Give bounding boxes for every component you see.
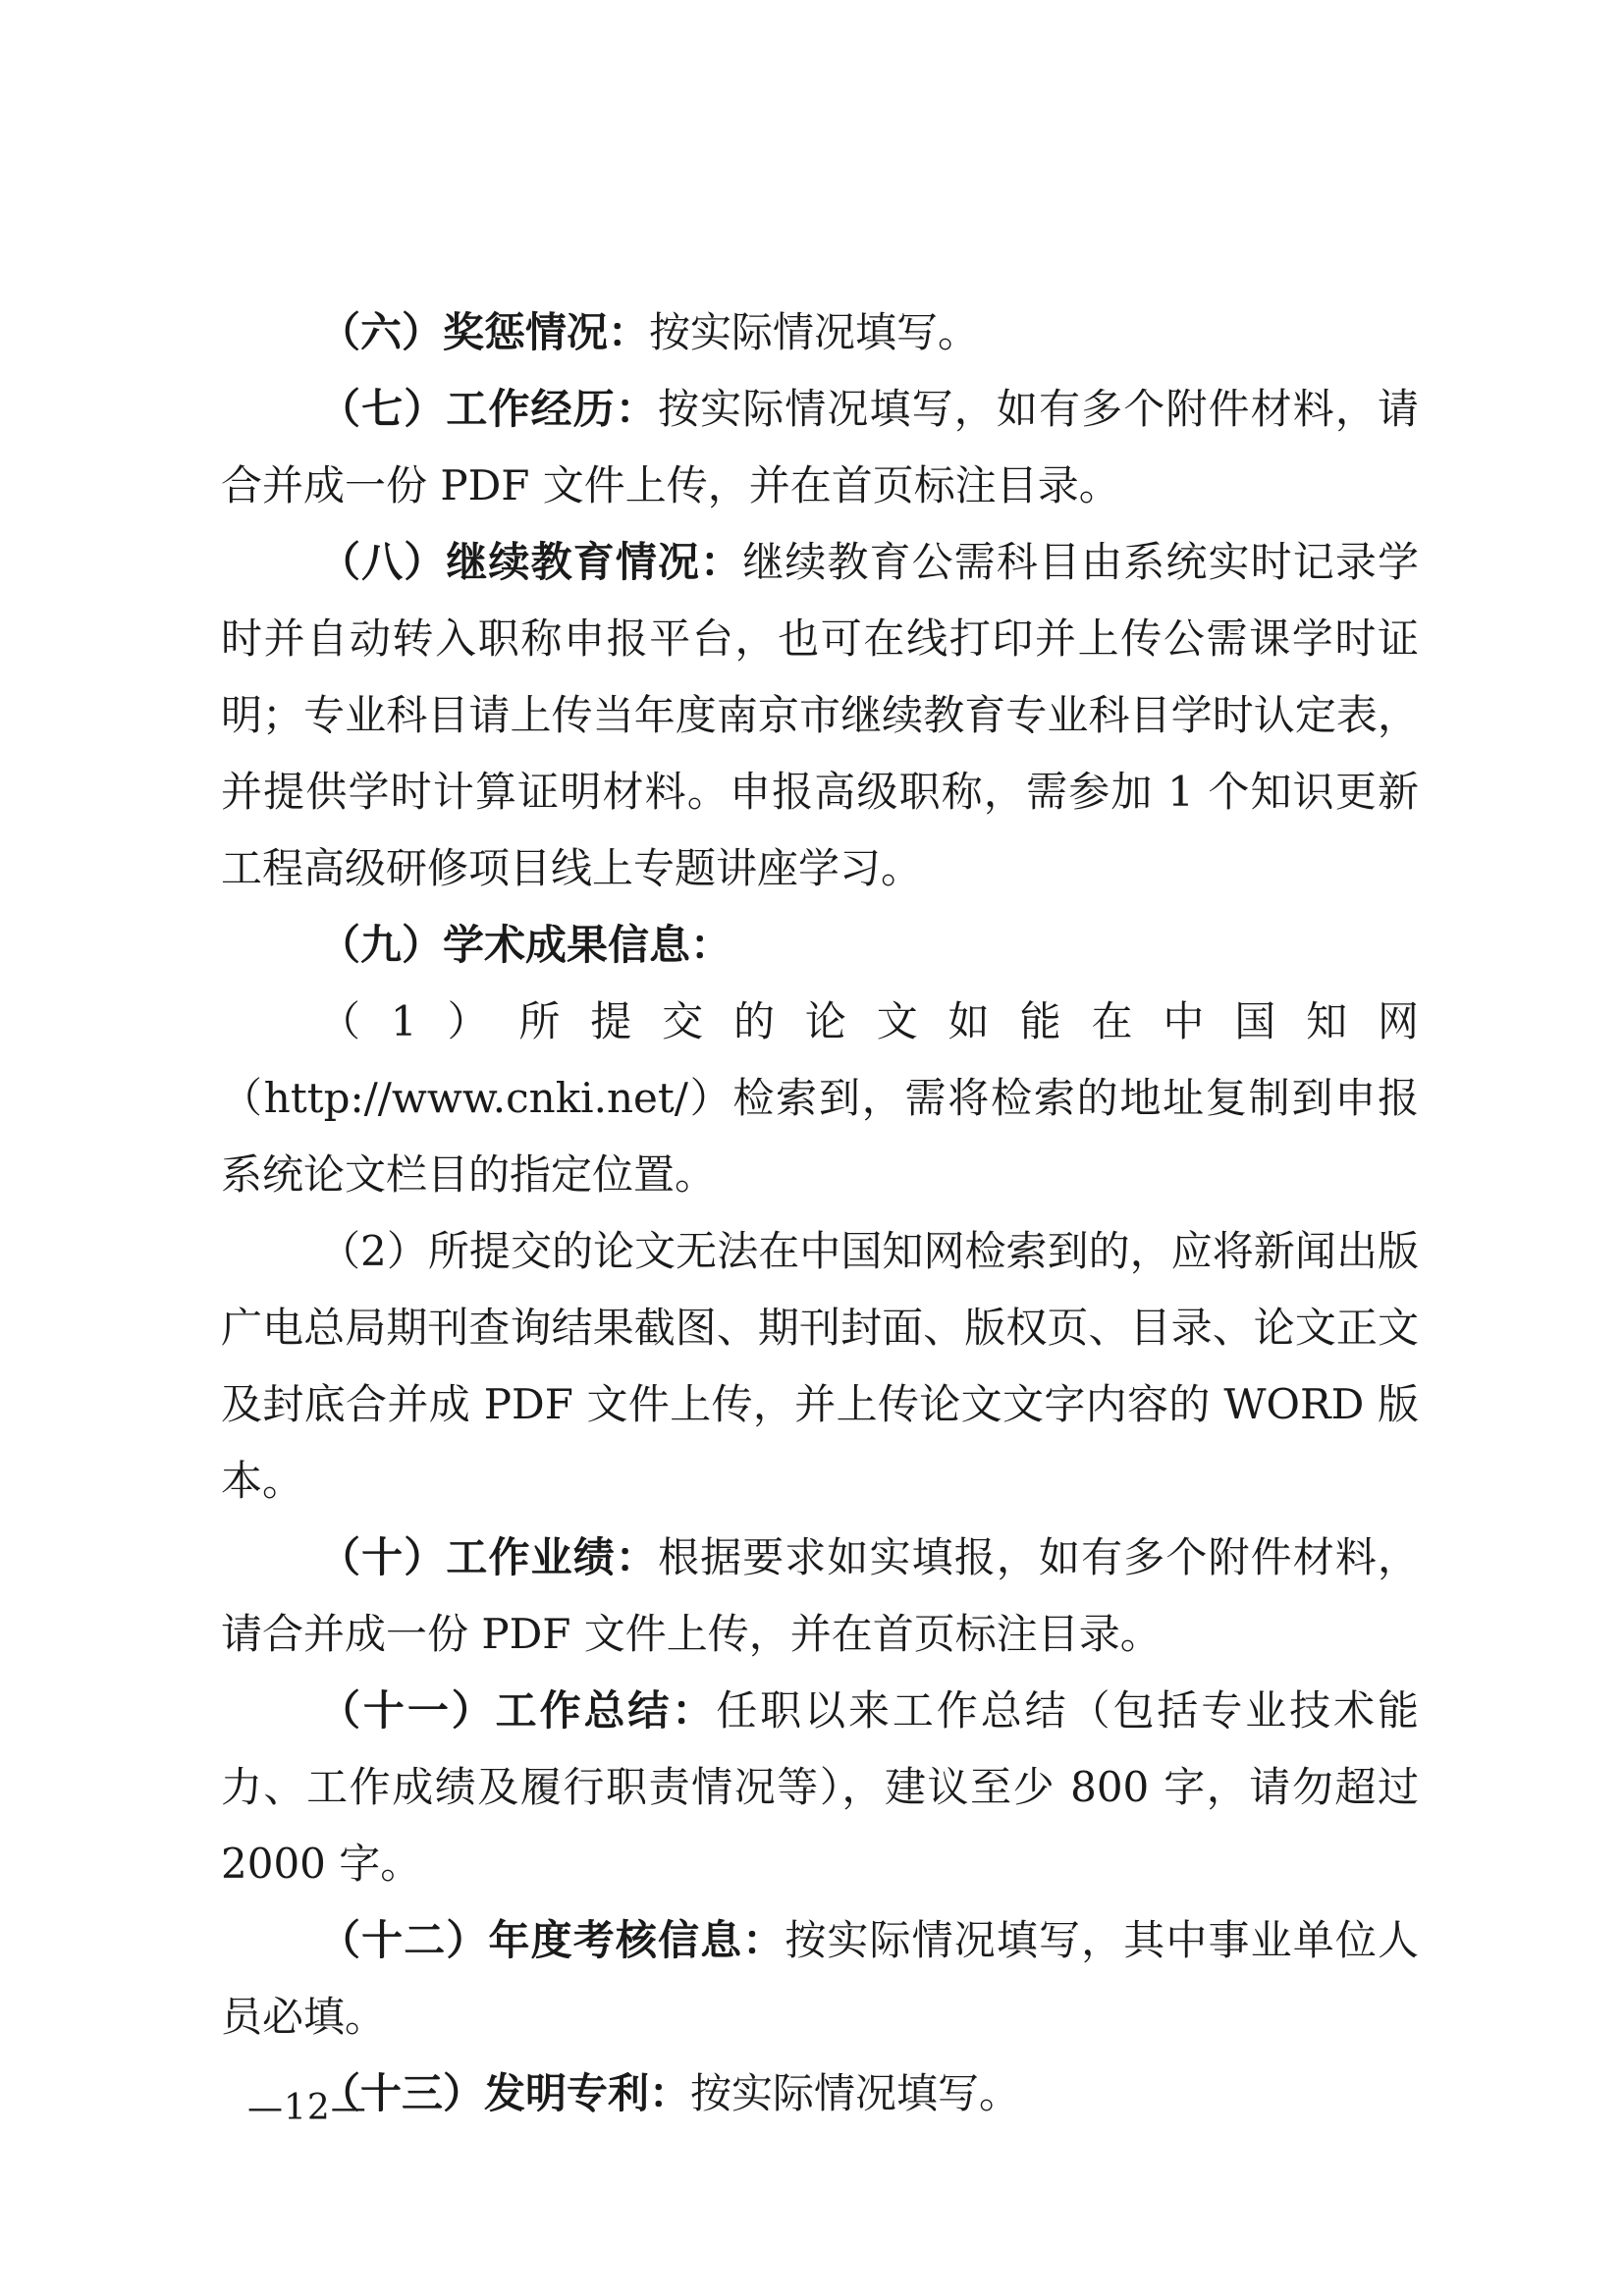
paragraph-academic-results (221, 907, 1419, 984)
section-text: 根据要求如实填报，如有多个附件材料，请合并成一份 PDF 文件上传，并在首页标注目录。 (221, 1533, 1419, 1658)
section-text: 任职以来工作总结（包括专业技术能力、工作成绩及履行职责情况等），建议至少 800 字，请勿超过 2000 字。 (221, 1686, 1419, 1888)
paragraph-academic-item-2 (221, 1213, 1419, 1520)
paragraph-academic-item-1 (221, 984, 1419, 1213)
paragraph-work-summary (221, 1673, 1419, 1902)
section-heading: （十一）工作总结： (319, 1686, 717, 1735)
page-number: —12— (247, 2088, 367, 2128)
paragraph-work-history (221, 371, 1419, 524)
section-text: （1）所提交的论文如能在中国知网（http://www.cnki.net/）检索到，需将检索的地址复制到申报系统论文栏目的指定位置。 (221, 997, 1419, 1199)
section-text: 按实际情况填写。 (649, 308, 980, 356)
section-heading: （六）奖惩情况： (319, 308, 650, 356)
paragraph-awards-penalties (221, 294, 1419, 371)
paragraph-work-performance (221, 1520, 1419, 1673)
section-text: 按实际情况填写，如有多个附件材料，请合并成一份 PDF 文件上传，并在首页标注目录。 (221, 385, 1419, 509)
section-heading: （十二）年度考核信息： (319, 1916, 785, 1964)
section-heading: （十三）发明专利： (319, 2069, 691, 2117)
section-heading: （七）工作经历： (319, 385, 658, 433)
section-text: 按实际情况填写。 (690, 2069, 1021, 2117)
section-heading: （八）继续教育情况： (319, 538, 743, 586)
section-text: （2）所提交的论文无法在中国知网检索到的，应将新闻出版广电总局期刊查询结果截图、期刊封面、版权页、目录、论文正文及封底合并成 PDF 文件上传，并上传论文文字内容的 WORD 版本。 (221, 1227, 1419, 1505)
section-text: 继续教育公需科目由系统实时记录学时并自动转入职称申报平台，也可在线打印并上传公需课学时证明；专业科目请上传当年度南京市继续教育专业科目学时认定表，并提供学时计算证明材料。申报高级职称，需参加 1 个知识更新工程高级研修项目线上专题讲座学习。 (221, 538, 1419, 892)
section-heading: （九）学术成果信息： (319, 921, 732, 969)
section-text: 按实际情况填写，其中事业单位人员必填。 (221, 1916, 1419, 2041)
paragraph-patents (221, 2056, 1419, 2132)
paragraph-annual-assessment (221, 1902, 1419, 2056)
section-heading: （十）工作业绩： (319, 1533, 658, 1581)
document-body (221, 294, 1419, 2132)
paragraph-continuing-education (221, 524, 1419, 907)
